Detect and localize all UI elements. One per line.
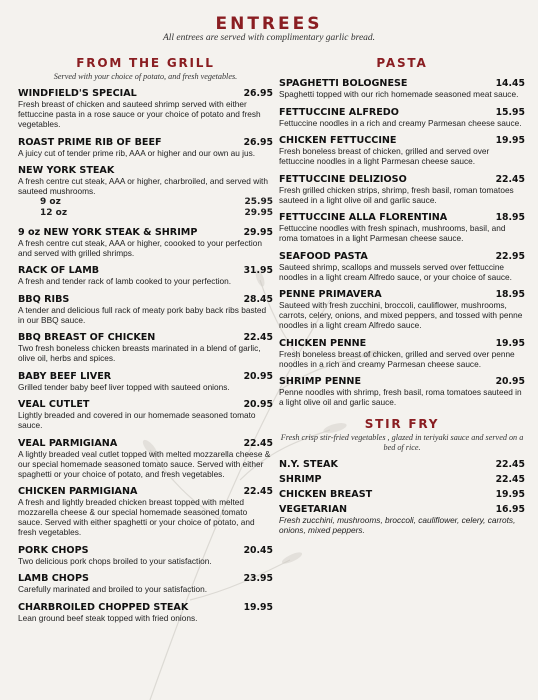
item-description: A fresh and lightly breaded chicken breast topped with melted mozzarella cheese & our special homemade seasoned tomato sauce. Served with either spaghetti or your choice of potato, and fresh vegetables. [18, 497, 255, 537]
item-name: CHICKEN PENNE [279, 337, 367, 349]
item-price: 19.95 [495, 337, 525, 349]
grill-title: FROM THE GRILL [76, 56, 215, 70]
menu-item-rack-of-lamb [18, 265, 273, 286]
item-name: ROAST PRIME RIB OF BEEF [18, 136, 162, 148]
item-price: 18.95 [495, 289, 525, 300]
item-description: A juicy cut of tender prime rib, AAA or higher and our own au jus. [18, 147, 256, 158]
item-name: RACK OF LAMB [18, 265, 100, 276]
size-row [18, 197, 273, 208]
item-description: A lightly breaded veal cutlet topped with melted mozzarella cheese & our special homemade seasoned tomato sauce. Served with either spaghetti or your choice of potato, and fresh vegetables. [18, 448, 271, 479]
item-price: 23.95 [243, 573, 273, 584]
menu-item-veal-cutlet [18, 399, 273, 430]
item-price: 22.45 [495, 459, 525, 470]
page-title: ENTREES [215, 14, 323, 34]
menu-item-pork-chops [18, 545, 273, 566]
menu-item-fettuccine-alfredo [279, 107, 525, 128]
menu-item-lamb-chops [18, 573, 273, 594]
stirfry-subtitle: Fresh crisp stir-fried vegetables , glazed in teriyaki sauce and served on a bed of rice. [280, 433, 524, 452]
menu-item-bbq-ribs [18, 294, 273, 325]
menu-item-steak-shrimp [18, 227, 273, 258]
item-price: 20.95 [495, 376, 525, 387]
size-options [18, 197, 273, 219]
item-price: 19.95 [495, 135, 525, 146]
item-price: 22.45 [243, 437, 273, 449]
menu-item-new-york-steak [18, 165, 273, 219]
stirfry-title: STIR FRY [364, 417, 440, 431]
item-name: SHRIMP PENNE [279, 376, 362, 387]
item-price: 28.45 [243, 293, 273, 305]
item-description: A tender and delicious full rack of meaty pork baby back ribs basted in our BBQ sauce. [18, 304, 267, 325]
item-description: Fresh zucchini, mushrooms, broccoli, cauliflower, celery, carrots, onions, mixed peppers. [279, 515, 516, 535]
item-name: PORK CHOPS [18, 544, 89, 556]
menu-item-chicken-parmigiana [18, 486, 273, 537]
item-price: 16.95 [495, 504, 525, 515]
item-name: CHICKEN BREAST [279, 489, 373, 500]
item-name: CHICKEN PARMIGIANA [18, 486, 138, 497]
item-description: Fettuccine noodles in a rich and creamy Parmesan cheese sauce. [279, 117, 522, 128]
pasta-column [279, 52, 525, 539]
item-name: BBQ RIBS [18, 293, 70, 305]
item-description: Fresh grilled chicken strips, shrimp, fresh basil, roman tomatoes sauteed in a light olive oil and garlic sauce. [279, 184, 514, 205]
grill-subtitle: Served with your choice of potato, and fresh vegetables. [53, 72, 238, 81]
item-price: 26.95 [243, 136, 273, 148]
menu-item-windfields-special [18, 88, 273, 129]
item-name: CHARBROILED CHOPPED STEAK [18, 601, 189, 613]
menu-item-seafood-pasta [279, 251, 525, 282]
item-name: CHICKEN FETTUCCINE [279, 135, 397, 146]
item-price: 22.45 [495, 474, 525, 485]
menu-item-bbq-chicken [18, 332, 273, 363]
menu-item-beef-liver [18, 371, 273, 392]
item-name: BBQ BREAST OF CHICKEN [18, 332, 156, 343]
item-description: Spaghetti topped with our rich homemade seasoned meat sauce. [279, 89, 519, 99]
item-name: N.Y. STEAK [279, 459, 338, 470]
menu-item-stirfry-ny-steak [279, 459, 525, 470]
item-name: FETTUCCINE ALLA FLORENTINA [279, 212, 448, 223]
item-description: A fresh centre cut steak, AAA or higher, charbroiled, and served with sauteed mushrooms. [18, 176, 268, 196]
menu-item-veal-parmigiana [18, 438, 273, 479]
menu-item-chicken-fettuccine [279, 135, 525, 166]
item-name: NEW YORK STEAK [18, 165, 115, 176]
pasta-title: PASTA [376, 56, 428, 70]
menu-item-shrimp-penne [279, 376, 525, 407]
size-label: 12 oz [40, 208, 68, 218]
menu-item-fettuccine-delizioso [279, 174, 525, 205]
item-description: Grilled tender baby beef liver topped with sauteed onions. [18, 381, 230, 392]
item-name: SHRIMP [279, 474, 322, 485]
item-price: 19.95 [243, 601, 273, 613]
item-name: SEAFOOD PASTA [279, 250, 368, 262]
item-description: Two fresh boneless chicken breasts marinated in a blend of garlic, olive oil, herbs and spices. [18, 343, 261, 363]
item-description: A fresh and tender rack of lamb cooked to your perfection. [18, 276, 232, 286]
item-price: 18.95 [495, 212, 525, 223]
item-description: Sauteed shrimp, scallops and mussels served over fettuccine noodles in a light cream Alfredo sauce, or your choice of sauce. [279, 261, 512, 282]
grill-column [18, 52, 273, 630]
menu-item-spaghetti-bolognese [279, 78, 525, 99]
item-price: 22.45 [243, 332, 273, 343]
item-price: 20.45 [243, 544, 273, 556]
item-description: Fresh boneless breast of chicken, grilled and served over penne noodles in a rich and creamy Parmesan cheese sauce. [279, 348, 515, 369]
menu-item-chopped-steak [18, 602, 273, 623]
item-description: Two delicious pork chops broiled to your satisfaction. [18, 555, 212, 566]
item-price: 15.95 [495, 106, 525, 118]
item-description: Fettuccine noodles with fresh spinach, mushrooms, basil, and roma tomatoes in a light Parmesan cheese sauce. [279, 223, 506, 243]
item-price: 22.95 [495, 250, 525, 262]
item-price: 22.45 [495, 173, 525, 185]
item-name: FETTUCCINE ALFREDO [279, 106, 399, 118]
item-description: Carefully marinated and broiled to your satisfaction. [18, 584, 208, 594]
page-subtitle: All entrees are served with complimentary garlic bread. [162, 33, 376, 43]
item-price: 31.95 [243, 265, 273, 276]
item-name: SPAGHETTI BOLOGNESE [279, 78, 408, 89]
size-price: 25.95 [244, 197, 273, 207]
item-price: 26.95 [243, 88, 273, 99]
item-description: Lightly breaded and covered in our homemade seasoned tomato sauce. [18, 410, 256, 430]
item-description: Lean ground beef steak topped with fried onions. [18, 612, 198, 623]
item-name: BABY BEEF LIVER [18, 370, 112, 382]
size-price: 29.95 [244, 208, 273, 218]
size-row [18, 208, 273, 219]
menu-item-fettuccine-florentina [279, 212, 525, 243]
item-name: VEAL CUTLET [18, 399, 90, 410]
menu-item-stirfry-shrimp [279, 474, 525, 485]
item-name: LAMB CHOPS [18, 573, 89, 584]
item-price: 19.95 [495, 489, 525, 500]
item-description: Penne noodles with shrimp, fresh basil, roma tomatoes sauteed in a light olive oil and garlic sauce. [279, 387, 522, 407]
menu-item-penne-primavera [279, 289, 525, 330]
item-name: WINDFIELD'S SPECIAL [18, 88, 137, 99]
menu-item-chicken-penne [279, 338, 525, 369]
item-price: 14.45 [495, 78, 525, 89]
item-description: Fresh boneless breast of chicken, grilled and served over fettuccine noodles in a light Parmesan cheese sauce. [279, 146, 490, 166]
item-name: PENNE PRIMAVERA [279, 289, 382, 300]
size-label: 9 oz [40, 197, 61, 207]
item-description: A fresh centre cut steak, AAA or higher, coooked to your perfection and served with grilled shrimps. [18, 237, 262, 258]
item-price: 22.45 [243, 486, 273, 497]
item-price: 20.95 [243, 370, 273, 382]
item-description: Sauteed with fresh zucchini, broccoli, cauliflower, mushrooms, carrots, celery, onions, and mixed peppers, and tossed with penne noodles in a light cream Alfredo sauce. [279, 300, 523, 330]
item-description: Fresh breast of chicken and sauteed shrimp served with either fettuccine pasta in a rose sauce or your choice of potato and fresh vegetables. [18, 99, 261, 129]
menu-item-prime-rib [18, 137, 273, 158]
item-price: 20.95 [243, 399, 273, 410]
item-name: VEGETARIAN [279, 504, 348, 515]
item-price: 29.95 [243, 226, 273, 238]
menu-item-stirfry-chicken [279, 489, 525, 500]
item-name: FETTUCCINE DELIZIOSO [279, 173, 407, 185]
menu-item-stirfry-vegetarian [279, 504, 525, 535]
item-name: VEAL PARMIGIANA [18, 437, 118, 449]
item-name: 9 oz NEW YORK STEAK & SHRIMP [18, 226, 198, 238]
